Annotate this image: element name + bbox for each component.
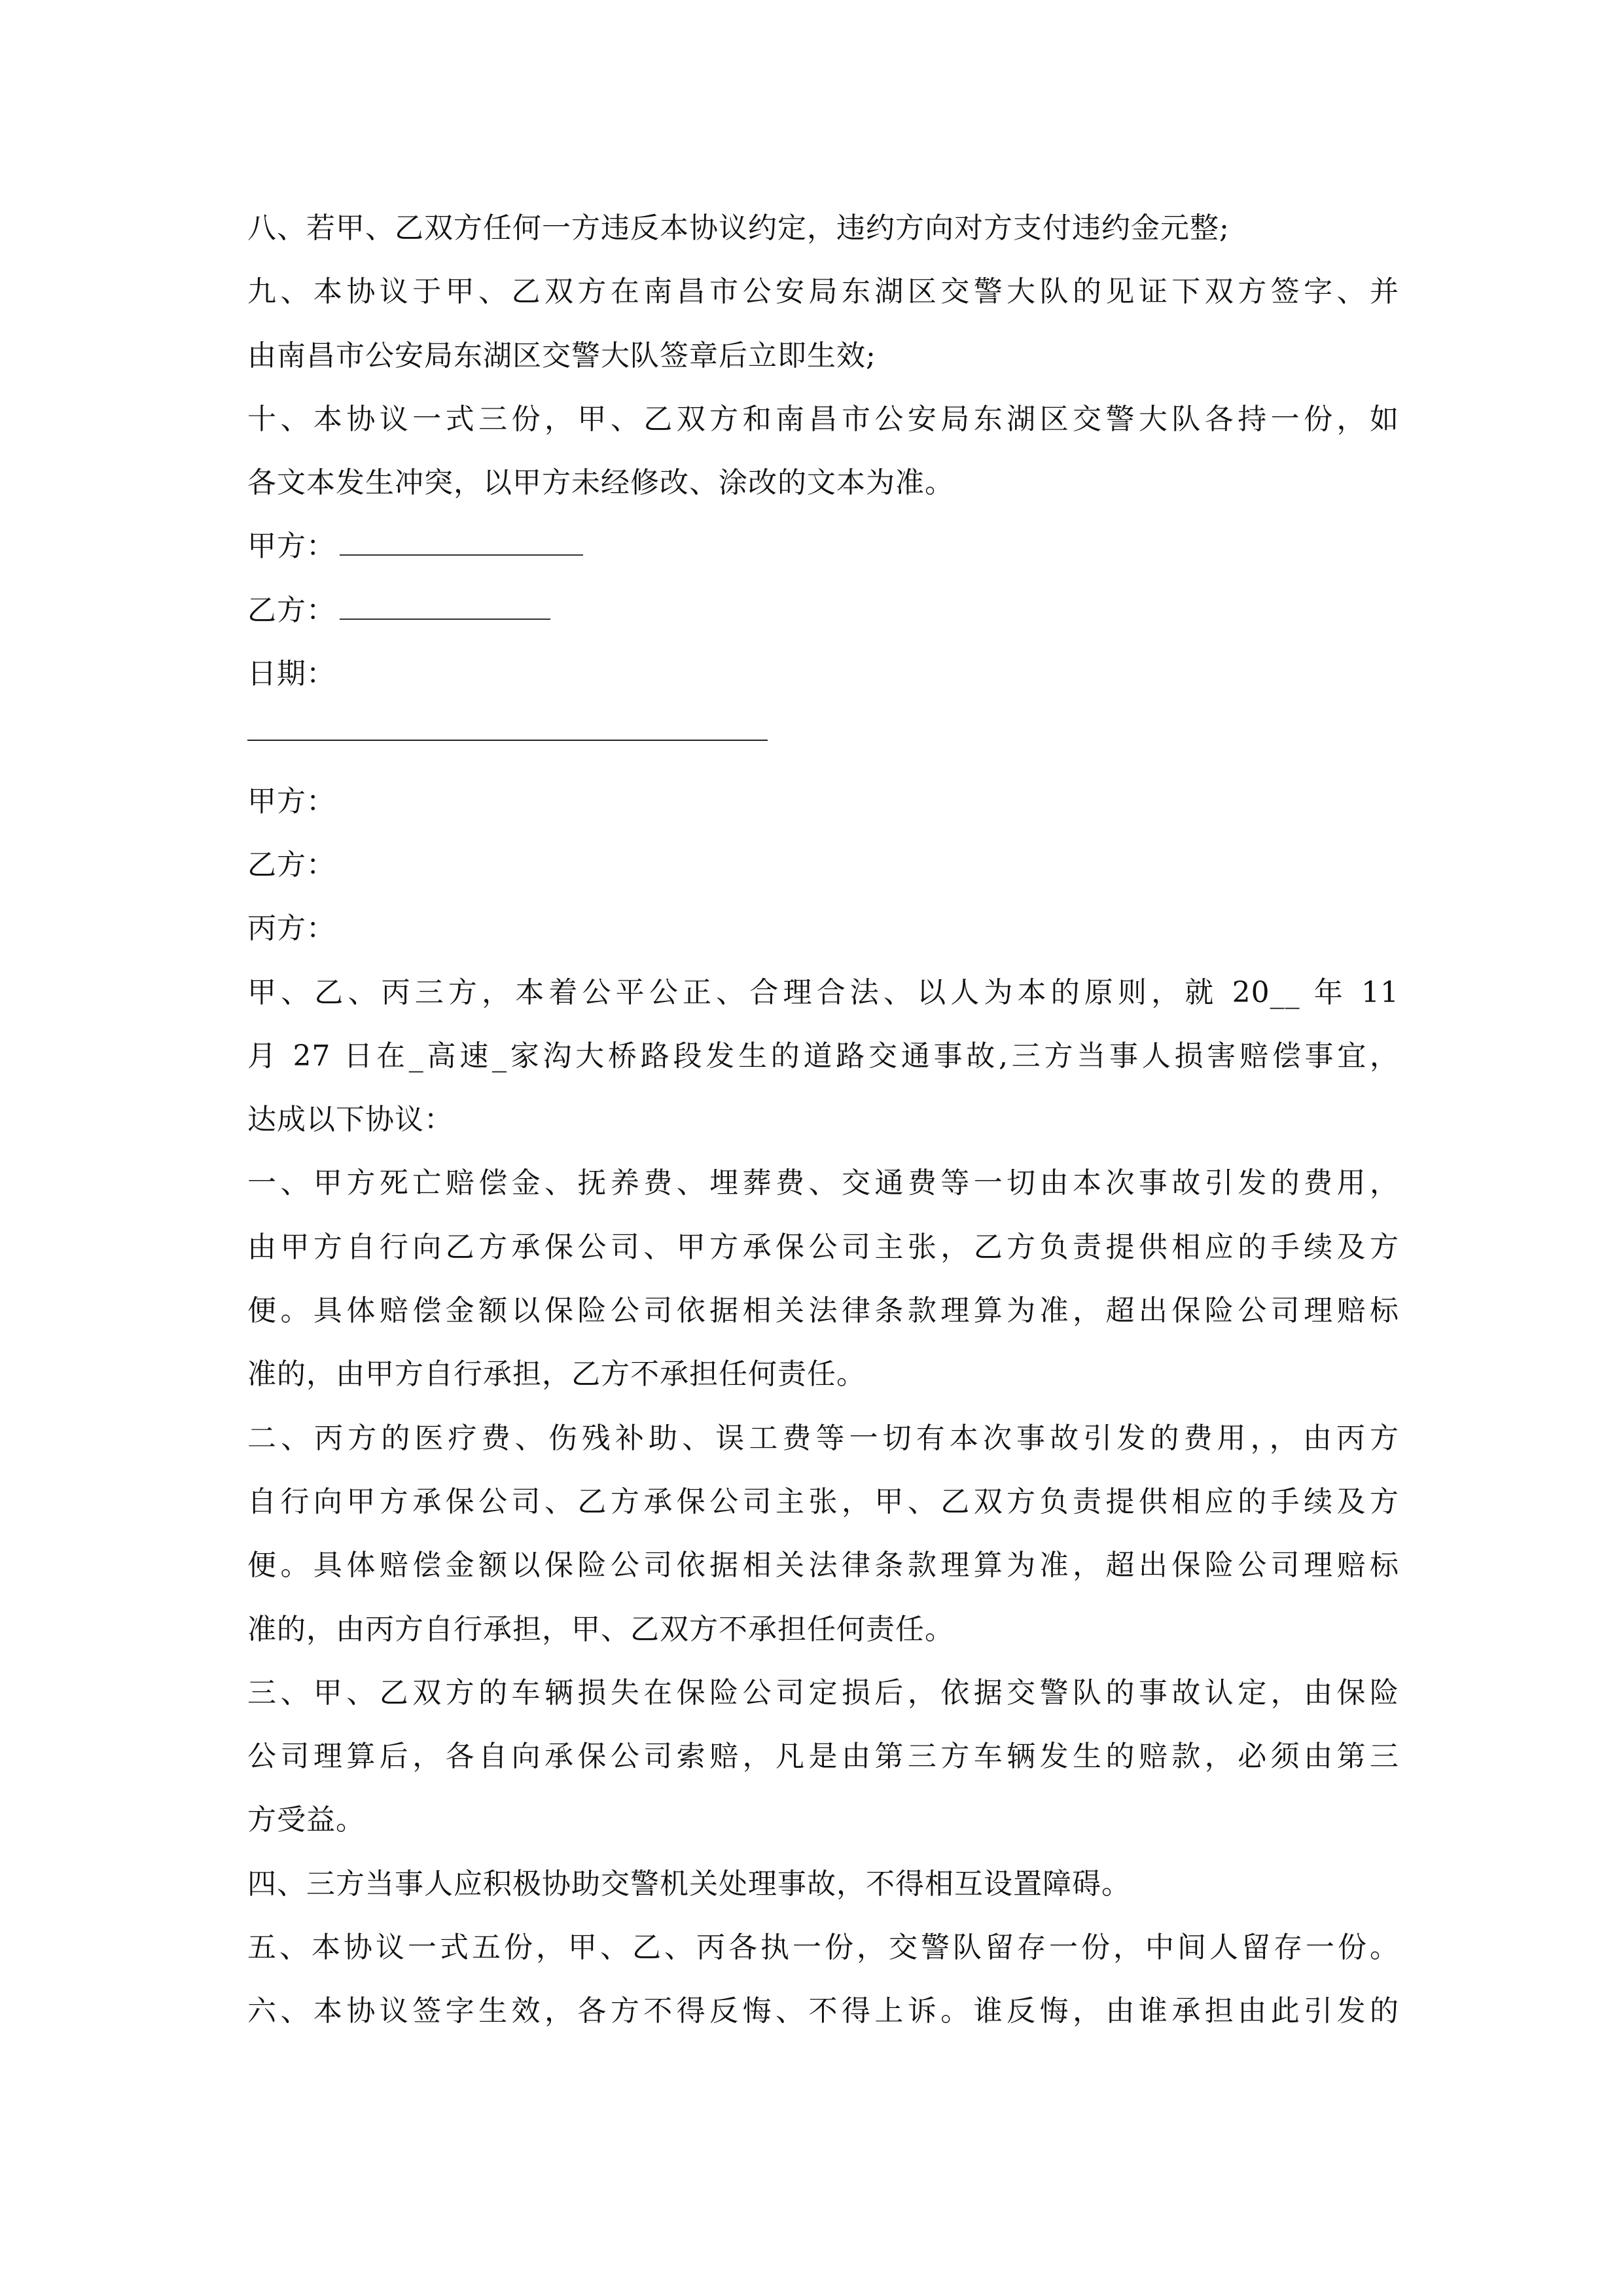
signature-party-b bbox=[247, 579, 1399, 642]
clause-5: 五、本协议一式五份，甲、乙、丙各执一份，交警队留存一份，中间人留存一份。 bbox=[247, 1931, 1399, 1965]
clause-1-line-3: 便。具体赔偿金额以保险公司依据相关法律条款理算为准，超出保险公司理赔标 bbox=[247, 1294, 1399, 1328]
clause-9-line-2: 由南昌市公安局东湖区交警大队签章后立即生效; bbox=[247, 338, 876, 372]
party-a-line: 甲方： bbox=[247, 784, 336, 818]
section-divider bbox=[247, 706, 1399, 769]
signature-party-b-blank bbox=[340, 592, 550, 620]
clause-1-line-1: 一、甲方死亡赔偿金、抚养费、埋葬费、交通费等一切由本次事故引发的费用， bbox=[247, 1166, 1399, 1200]
clause-2-line-1: 二、丙方的医疗费、伤残补助、误工费等一切有本次事故引发的费用，，由丙方 bbox=[247, 1421, 1399, 1455]
clause-3-line-3: 方受益。 bbox=[247, 1803, 365, 1837]
party-c-line: 丙方： bbox=[247, 912, 336, 946]
clause-10-line-2: 各文本发生冲突，以甲方未经修改、涂改的文本为准。 bbox=[247, 466, 954, 500]
clause-1-line-2: 由甲方自行向乙方承保公司、甲方承保公司主张，乙方负责提供相应的手续及方 bbox=[247, 1230, 1399, 1264]
preamble-line-3: 达成以下协议： bbox=[247, 1103, 454, 1137]
clause-3-line-1: 三、甲、乙双方的车辆损失在保险公司定损后，依据交警队的事故认定，由保险 bbox=[247, 1676, 1399, 1710]
clause-8: 八、若甲、乙双方任何一方违反本协议约定，违约方向对方支付违约金元整; bbox=[247, 211, 1230, 245]
clause-10-line-1: 十、本协议一式三份，甲、乙双方和南昌市公安局东湖区交警大队各持一份，如 bbox=[247, 402, 1399, 436]
signature-party-a-label: 甲方： bbox=[247, 529, 336, 564]
divider-rule bbox=[247, 740, 768, 741]
preamble-line-1: 甲、乙、丙三方，本着公平公正、合理合法、以人为本的原则，就 20__ 年 11 bbox=[247, 975, 1399, 1009]
clause-2-line-2: 自行向甲方承保公司、乙方承保公司主张，甲、乙双方负责提供相应的手续及方 bbox=[247, 1484, 1399, 1518]
document-body bbox=[247, 196, 1399, 2043]
clause-2-line-4: 准的，由丙方自行承担，甲、乙双方不承担任何责任。 bbox=[247, 1612, 954, 1646]
preamble-line-2: 月 27 日在_高速_家沟大桥路段发生的道路交通事故,三方当事人损害赔偿事宜， bbox=[247, 1039, 1399, 1073]
signature-party-b-label: 乙方： bbox=[247, 593, 336, 627]
clause-3-line-2: 公司理算后，各自向承保公司索赔，凡是由第三方车辆发生的赔款，必须由第三 bbox=[247, 1740, 1399, 1774]
signature-date bbox=[247, 642, 1399, 706]
signature-party-a bbox=[247, 514, 1399, 578]
clause-4: 四、三方当事人应积极协助交警机关处理事故，不得相互设置障碍。 bbox=[247, 1867, 1131, 1901]
signature-party-a-blank bbox=[340, 528, 583, 556]
signature-date-label: 日期： bbox=[247, 657, 336, 691]
clause-6-line-1: 六、本协议签字生效，各方不得反悔、不得上诉。谁反悔，由谁承担由此引发的 bbox=[247, 1994, 1399, 2028]
clause-1-line-4: 准的，由甲方自行承担，乙方不承担任何责任。 bbox=[247, 1357, 866, 1391]
clause-9-line-1: 九、本协议于甲、乙双方在南昌市公安局东湖区交警大队的见证下双方签字、并 bbox=[247, 275, 1399, 309]
clause-2-line-3: 便。具体赔偿金额以保险公司依据相关法律条款理算为准，超出保险公司理赔标 bbox=[247, 1549, 1399, 1583]
party-b-line: 乙方： bbox=[247, 848, 336, 882]
